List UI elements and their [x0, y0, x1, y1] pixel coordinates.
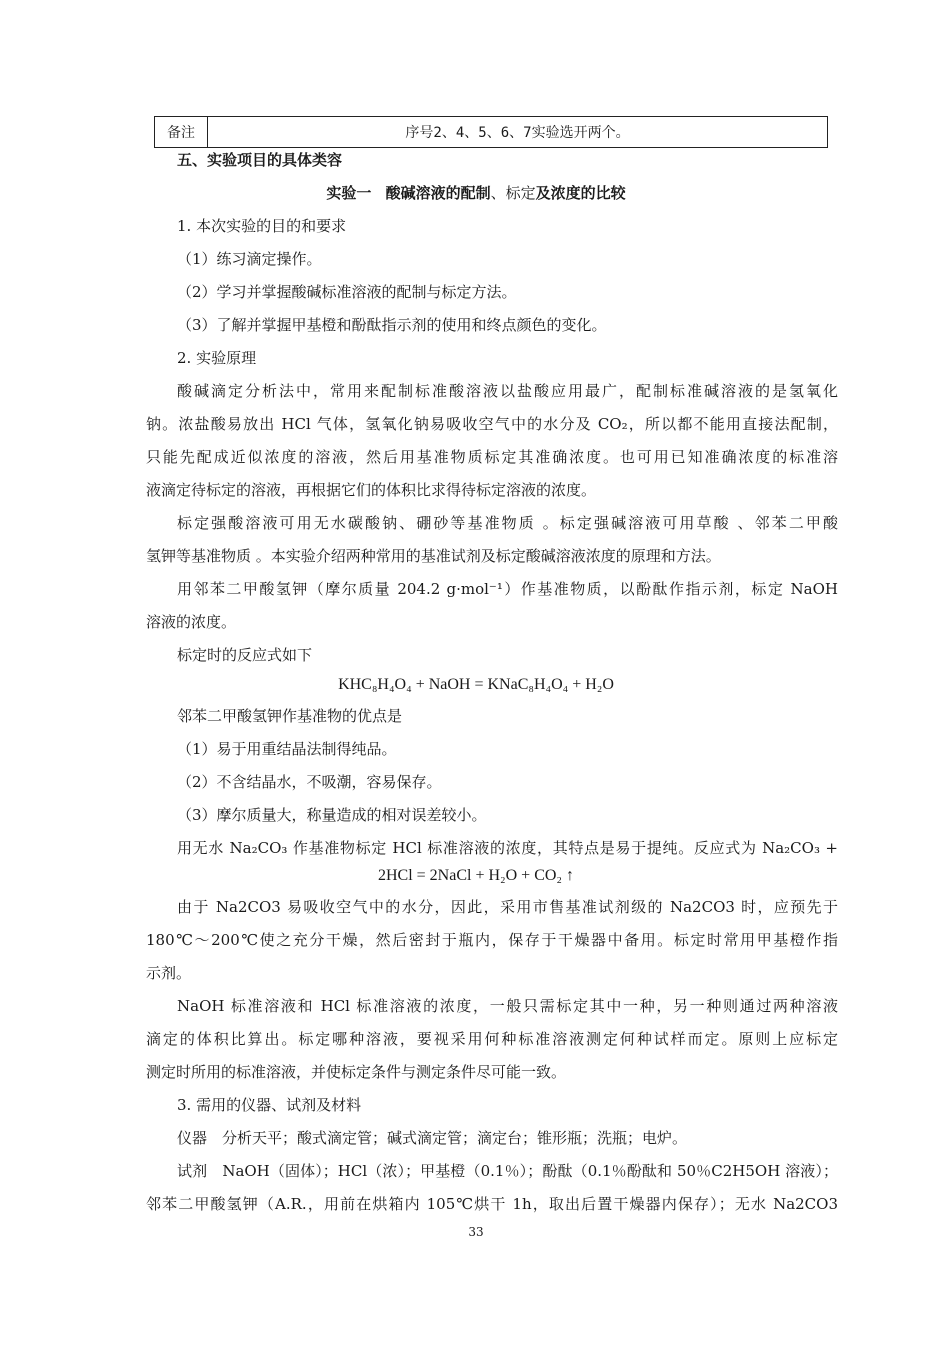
paragraph-line: 180℃～200℃使之充分干燥，然后密封于瓶内，保存于干燥器中备用。标定时常用甲基橙作指	[146, 931, 838, 949]
paragraph-line: 用无水 Na₂CO₃ 作基准物标定 HCl 标准溶液的浓度，其特点是易于提纯。反应式为 Na₂CO₃ +	[177, 839, 838, 857]
reaction-equation-khp: KHC₈H₄O₄ + NaOH = KNaC₈H₄O₄ + H₂O	[338, 676, 614, 693]
paragraph-line: 标定时的反应式如下	[177, 646, 313, 664]
paragraph-line: 液滴定待标定的溶液，再根据它们的体积比求得待标定溶液的浓度。	[146, 481, 597, 499]
paragraph-line: NaOH 标准溶液和 HCl 标准溶液的浓度，一般只需标定其中一种，另一种则通过两种溶液	[177, 997, 838, 1015]
remarks-label: 备注	[155, 117, 208, 147]
advantage-item: （1）易于用重结晶法制得纯品。	[177, 740, 397, 758]
heading-principle: 2. 实验原理	[177, 349, 257, 367]
experiment-title-end: 及浓度的比较	[535, 184, 626, 202]
reagents-line: 邻苯二甲酸氢钾（A.R.，用前在烘箱内 105℃烘干 1h，取出后置干燥器内保存）；无水 Na2CO3	[146, 1195, 838, 1213]
advantage-item: （2）不含结晶水，不吸潮，容易保存。	[177, 773, 442, 791]
aim-item: （3）了解并掌握甲基橙和酚酞指示剂的使用和终点颜色的变化。	[177, 316, 607, 334]
paragraph-line: 氢钾等基准物质 。本实验介绍两种常用的基准试剂及标定酸碱溶液浓度的原理和方法。	[146, 547, 721, 565]
heading-materials: 3. 需用的仪器、试剂及材料	[177, 1096, 362, 1114]
paragraph-line: 溶液的浓度。	[146, 613, 237, 631]
heading-aims: 1. 本次实验的目的和要求	[177, 217, 347, 235]
paragraph-line: 由于 Na2CO3 易吸收空气中的水分，因此，采用市售基准试剂级的 Na2CO3 时，应预先于	[177, 898, 838, 916]
aim-item: （1）练习滴定操作。	[177, 250, 322, 268]
instruments-line: 仪器 分析天平；酸式滴定管；碱式滴定管；滴定台；锥形瓶；洗瓶；电炉。	[177, 1129, 688, 1147]
section-heading: 五、实验项目的具体类容	[177, 151, 343, 169]
remarks-content: 序号2、4、5、6、7实验选开两个。	[405, 125, 630, 141]
experiment-title	[0, 183, 952, 203]
paragraph-line: 示剂。	[146, 964, 192, 982]
aim-item: （2）学习并掌握酸碱标准溶液的配制与标定方法。	[177, 283, 517, 301]
paragraph-line: 测定时所用的标准溶液，并使标定条件与测定条件尽可能一致。	[146, 1063, 567, 1081]
paragraph-line: 滴定的体积比算出。标定哪种溶液，要视采用何种标准溶液测定何种试样而定。原则上应标定	[146, 1030, 838, 1048]
paragraph-line: 邻苯二甲酸氢钾作基准物的优点是	[177, 707, 403, 725]
paragraph-line: 只能先配成近似浓度的溶液，然后用基准物质标定其准确浓度。也可用已知准确浓度的标准溶	[146, 448, 838, 466]
experiment-title-mid: 、标定	[490, 184, 536, 202]
paragraph-line: 钠。浓盐酸易放出 HCl 气体，氢氧化钠易吸收空气中的水分及 CO₂，所以都不能用直接法配制，	[146, 415, 838, 433]
paragraph-line: 酸碱滴定分析法中，常用来配制标准酸溶液以盐酸应用最广，配制标准碱溶液的是氢氧化	[177, 382, 838, 400]
remarks-table	[154, 116, 828, 148]
reagents-line: 试剂 NaOH（固体）；HCl（浓）；甲基橙（0.1％）；酚酞（0.1％酚酞和 50％C2H5OH 溶液）；	[177, 1162, 838, 1180]
reaction-equation-na2co3: 2HCl = 2NaCl + H₂O + CO₂ ↑	[377, 867, 574, 884]
paragraph-line: 用邻苯二甲酸氢钾（摩尔质量 204.2 g·mol⁻¹）作基准物质，以酚酞作指示剂，标定 NaOH	[177, 580, 838, 598]
advantage-item: （3）摩尔质量大，称量造成的相对误差较小。	[177, 806, 487, 824]
page-number: 33	[468, 1225, 484, 1239]
experiment-title-number: 实验一	[326, 184, 372, 202]
paragraph-line: 标定强酸溶液可用无水碳酸钠、硼砂等基准物质 。标定强碱溶液可用草酸 、邻苯二甲酸	[177, 514, 838, 532]
experiment-title-main: 酸碱溶液的配制	[385, 184, 491, 202]
